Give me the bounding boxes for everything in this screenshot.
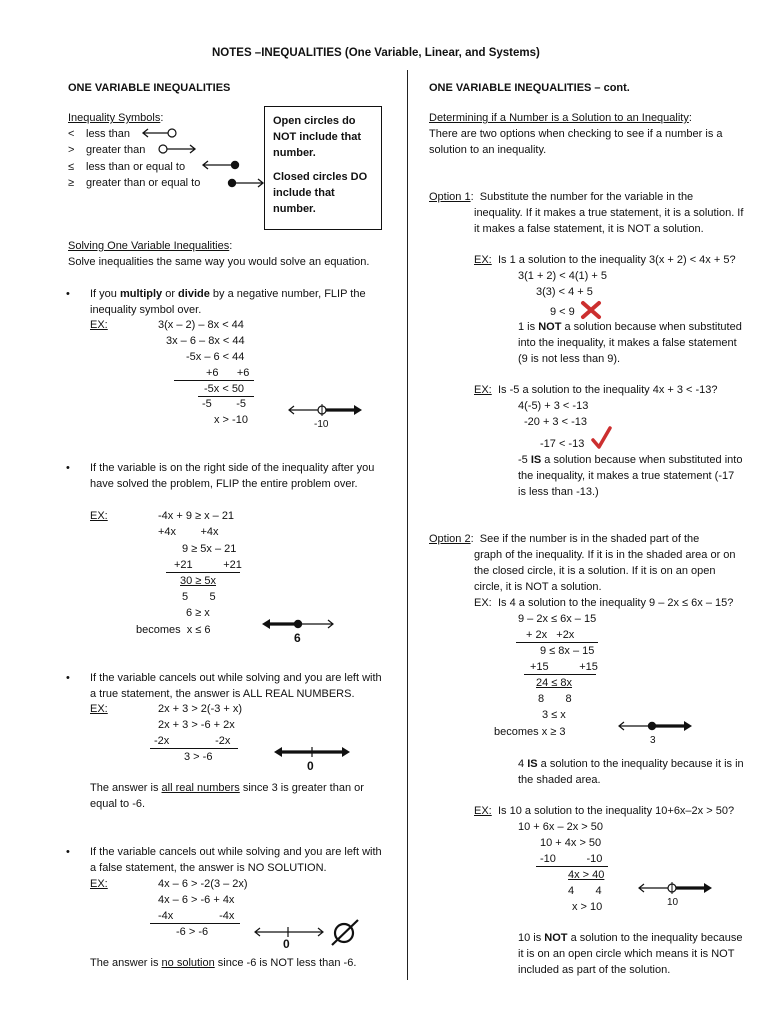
answer-text: The answer is all real numbers since 3 is greater than or equal to -6. [90,782,364,810]
step: x > -10 [214,414,248,426]
conclusion-text: 4 IS a solution to the inequality because it is in the shaded area. [518,758,744,786]
bullet-4-text: If the variable cancels out while solving and you are left with a false statement, the answer is NO SOLUTION. [90,846,382,874]
question: Is 10 a solution to the inequality 10+6x–2x > 50? [498,805,735,817]
bullet-3-text: If the variable cancels out while solving and you are left with a true statement, the answer is ALL REAL NUMBERS. [90,672,382,700]
step: 4x – 6 > -2(3 – 2x) [158,878,248,890]
symbols-heading: Inequality Symbols: [68,112,164,124]
step: 6 ≥ x [186,607,210,619]
number-line-label: 3 [650,735,656,746]
step: 4x – 6 > -6 + 4x [158,894,235,906]
ex-label: EX: [90,878,108,890]
column-divider [407,70,408,980]
step: 3(3) < 4 + 5 [536,286,593,298]
ex-label: EX: [90,703,108,715]
x-mark-icon [580,300,602,320]
number-line-open-right [284,402,364,418]
option-1-text: inequality. If it makes a true statement, it is a solution. If it makes a false statement, it is NOT a solution. [474,207,744,235]
step: 9 < 9 [550,306,575,318]
step: 3(x – 2) – 8x < 44 [158,319,244,331]
closed-circle-note: Closed circles DO include that number. [273,171,368,215]
step: -5x – 6 < 44 [186,351,245,363]
left-heading: ONE VARIABLE INEQUALITIES [68,82,231,94]
step: -5x < 50 [204,383,245,395]
symbol-row: ≤ less than or equal to [68,161,186,173]
open-circle-note: Open circles do NOT include that number. [273,115,361,159]
question: Is 4 a solution to the inequality 9 – 2x ≤ 6x – 15? [498,597,734,609]
number-line-label: 6 [294,631,301,645]
step: -4x + 9 ≥ x – 21 [158,510,235,522]
step: 4x > 40 [568,869,605,881]
step: -4x -4x [158,910,235,922]
ex-label: EX: [474,805,492,817]
rule [166,572,240,573]
bullet-dot: • [66,846,70,858]
right-heading: ONE VARIABLE INEQUALITIES – cont. [429,82,630,94]
step: -5 -5 [202,398,247,410]
rule [150,923,240,924]
step: -2x -2x [154,735,231,747]
checkmark-icon [590,426,612,450]
bullet-dot: • [66,288,70,300]
step: -17 < -13 [540,438,585,450]
question: Is 1 a solution to the inequality 3(x + 2) < 4x + 5? [498,254,736,266]
number-line-label: -10 [314,419,329,430]
step: 30 ≥ 5x [180,575,217,587]
empty-set-icon [330,918,362,946]
rule [516,642,598,643]
number-line-no-solution [250,924,330,940]
step: -6 > -6 [176,926,209,938]
symbol-row: ≥ greater than or equal to [68,177,201,189]
bullet-dot: • [66,672,70,684]
determine-text: There are two options when checking to see if a number is a solution to an inequality. [429,128,723,156]
step: 8 8 [538,693,572,705]
step: -10 -10 [540,853,603,865]
step: 9 ≥ 5x – 21 [182,543,237,555]
step: +4x +4x [158,526,219,538]
option-2-text: graph of the inequality. If it is in the shaded area or on the closed circle, it is a solution. If it is on an open circle, it is NOT a solution. [474,549,736,593]
step: +15 +15 [530,661,598,673]
page-title: NOTES –INEQUALITIES (One Variable, Linear, and Systems) [212,47,540,59]
greater-equal-arrow-icon [226,177,268,189]
conclusion-text: -5 IS a solution because when substituted into the inequality, it makes a true statement (-17 is less than -13.) [518,454,743,498]
ex-label: EX: [474,254,492,266]
step: 9 ≤ 8x – 15 [540,645,595,657]
step: 3x – 6 – 8x < 44 [166,335,245,347]
conclusion-text: 1 is NOT a solution because when substituted into the inequality, it makes a false statement (9 is not less than 9). [518,321,742,365]
rule [536,866,608,867]
ex-label: EX: [474,597,492,609]
less-than-arrow-icon [140,127,180,139]
determine-heading: Determining if a Number is a Solution to an Inequality: [429,112,692,124]
rule [174,380,254,381]
step: +6 +6 [206,367,250,379]
step: 2x + 3 > 2(-3 + x) [158,703,243,715]
step: becomes x ≥ 3 [494,726,566,738]
greater-than-arrow-icon [158,143,200,155]
step: -20 + 3 < -13 [524,416,587,428]
solving-heading: Solving One Variable Inequalities: [68,240,233,252]
number-line-all-reals [272,744,352,760]
circles-note-box [264,106,382,230]
step: +21 +21 [174,559,242,571]
option-1-line: Option 1: Substitute the number for the variable in the [429,191,694,203]
step: 2x + 3 > -6 + 2x [158,719,235,731]
ex-label: EX: [90,510,108,522]
step: 4 4 [568,885,602,897]
number-line-closed-left [260,616,340,632]
bullet-dot: • [66,462,70,474]
step: 3 > -6 [184,751,213,763]
rule [150,748,238,749]
ex-label: EX: [90,319,108,331]
symbol-row: < less than [68,128,131,140]
answer-text: The answer is no solution since -6 is NOT less than -6. [90,957,357,969]
step: + 2x +2x [526,629,575,641]
symbol-row: > greater than [68,144,146,156]
number-line-closed-right [614,718,694,734]
number-line-label: 10 [667,897,679,908]
less-equal-arrow-icon [200,159,242,171]
step: becomes x ≤ 6 [136,624,211,636]
question: Is -5 a solution to the inequality 4x + 3 < -13? [498,384,718,396]
step: x > 10 [572,901,603,913]
number-line-label: 0 [283,937,290,951]
bullet-1-text: If you multiply or divide by a negative number, FLIP the inequality symbol over. [90,288,366,316]
rule [524,674,596,675]
solving-text: Solve inequalities the same way you would solve an equation. [68,256,370,268]
step: 24 ≤ 8x [536,677,573,689]
number-line-label: 0 [307,759,314,773]
step: 10 + 4x > 50 [540,837,602,849]
step: 3 ≤ x [542,709,566,721]
step: 9 – 2x ≤ 6x – 15 [518,613,597,625]
conclusion-text: 10 is NOT a solution to the inequality because it is on an open circle which means it is NOT included as part of the solution. [518,932,743,976]
option-2-line: Option 2: See if the number is in the shaded part of the [429,533,700,545]
number-line-open-right [634,880,714,896]
step: 10 + 6x – 2x > 50 [518,821,604,833]
step: 5 5 [182,591,216,603]
ex-label: EX: [474,384,492,396]
step: 4(-5) + 3 < -13 [518,400,589,412]
bullet-2-text: If the variable is on the right side of the inequality after you have solved the problem, FLIP the entire problem over. [90,462,375,490]
step: 3(1 + 2) < 4(1) + 5 [518,270,607,282]
